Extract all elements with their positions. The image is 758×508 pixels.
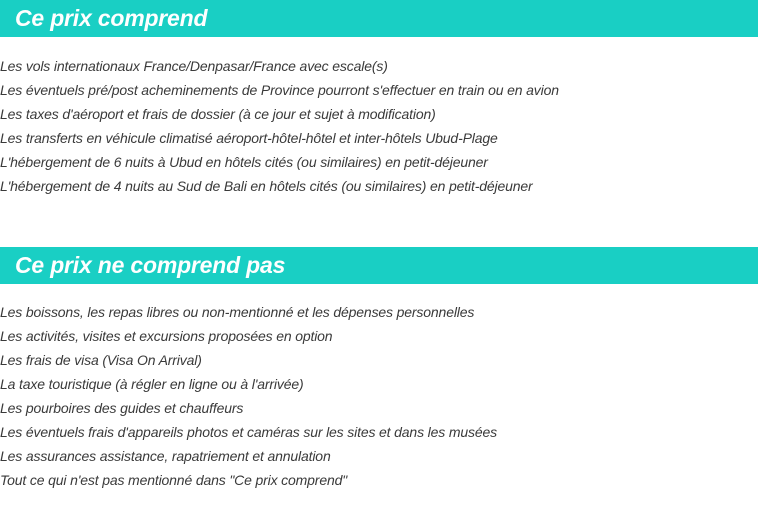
includes-list-item: L'hébergement de 6 nuits à Ubud en hôtels cités (ou similaires) en petit-déjeuner xyxy=(0,154,488,170)
excludes-list-item: Les éventuels frais d'appareils photos et caméras sur les sites et dans les musées xyxy=(0,424,497,440)
includes-list-item: Les éventuels pré/post acheminements de Province pourront s'effectuer en train ou en avion xyxy=(0,82,559,98)
excludes-section-title: Ce prix ne comprend pas xyxy=(15,252,286,278)
excludes-list-item: Les pourboires des guides et chauffeurs xyxy=(0,400,244,416)
excludes-section-header xyxy=(0,247,758,284)
includes-list-item: Les taxes d'aéroport et frais de dossier (à ce jour et sujet à modification) xyxy=(0,106,436,122)
includes-list xyxy=(0,54,559,198)
excludes-list-item: Les frais de visa (Visa On Arrival) xyxy=(0,352,202,368)
excludes-list xyxy=(0,300,497,492)
excludes-list-item: Les assurances assistance, rapatriement et annulation xyxy=(0,448,331,464)
excludes-list-item: Les activités, visites et excursions proposées en option xyxy=(0,328,333,344)
excludes-list-item: La taxe touristique (à régler en ligne ou à l'arrivée) xyxy=(0,376,304,392)
excludes-list-item: Tout ce qui n'est pas mentionné dans "Ce prix comprend" xyxy=(0,472,348,488)
includes-section-header xyxy=(0,0,758,37)
includes-list-item: Les vols internationaux France/Denpasar/France avec escale(s) xyxy=(0,58,388,74)
excludes-list-item: Les boissons, les repas libres ou non-mentionné et les dépenses personnelles xyxy=(0,304,475,320)
includes-section-title: Ce prix comprend xyxy=(15,5,208,31)
includes-list-item: Les transferts en véhicule climatisé aéroport-hôtel-hôtel et inter-hôtels Ubud-Plage xyxy=(0,130,498,146)
includes-list-item: L'hébergement de 4 nuits au Sud de Bali en hôtels cités (ou similaires) en petit-déjeuner xyxy=(0,178,533,194)
